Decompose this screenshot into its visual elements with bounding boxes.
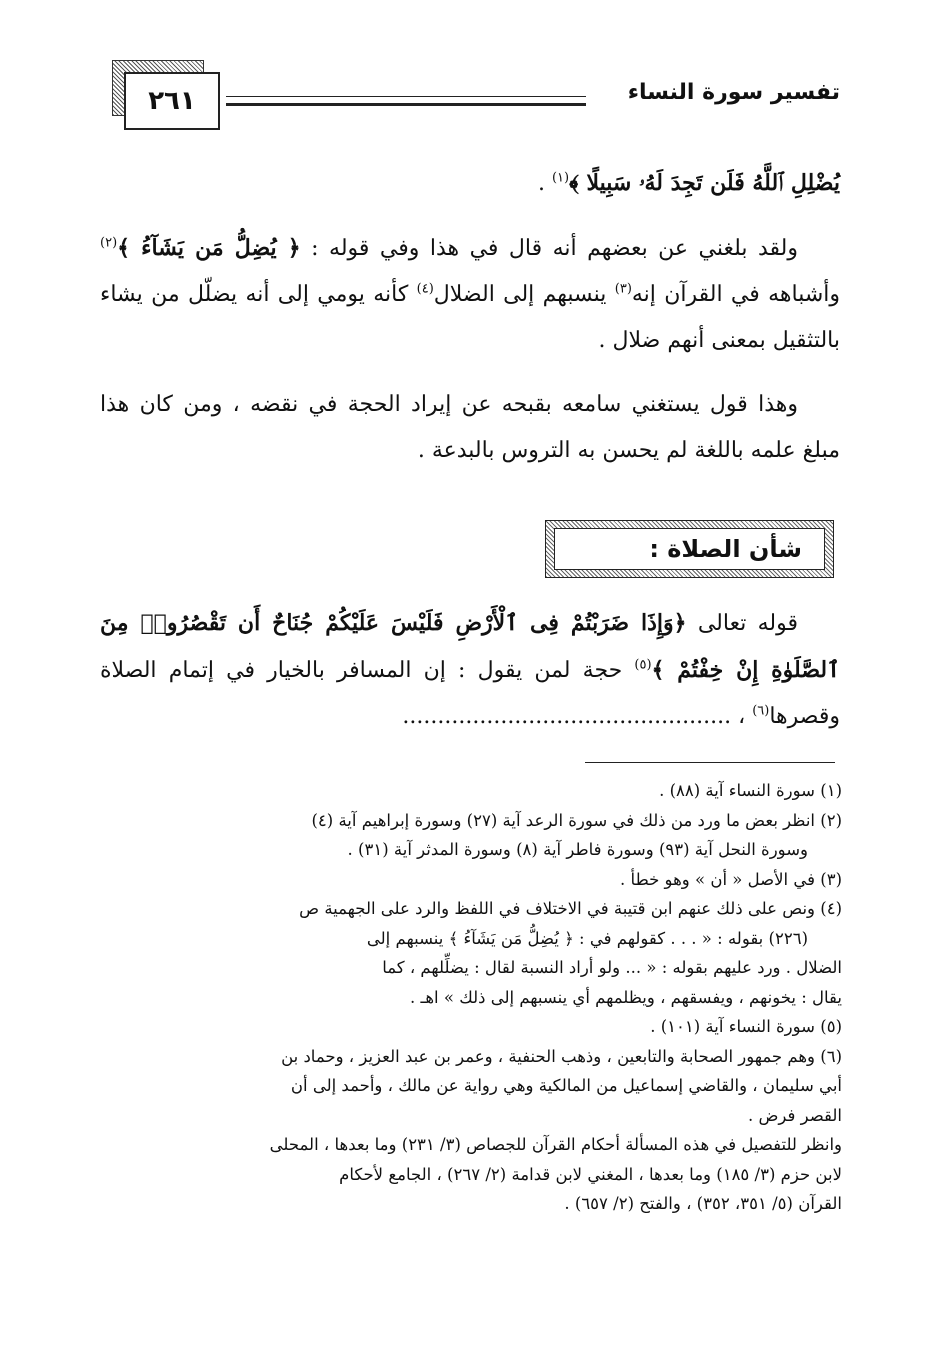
body-text-bottom: [100, 600, 840, 758]
section-heading: شأن الصلاة :: [554, 528, 825, 570]
footnote-ref: (٦): [752, 703, 770, 719]
footnote-ref: (٥): [634, 657, 652, 673]
footnote-ref: (٣): [614, 281, 632, 297]
text-run: ينسبهم إلى الضلال: [433, 282, 615, 307]
footnote-4-cont: (٢٢٦) بقوله : « . . . كقولهم في : ﴿ يُضِلُّ مَن يَشَآءُ ﴾ ينسبهم إلى: [366, 928, 808, 948]
text-run: .: [537, 171, 552, 196]
header-rule: [226, 96, 586, 106]
paragraph-3: [100, 600, 840, 740]
footnote-6-cont: القرآن (٥/ ٣٥١، ٣٥٢) ، والفتح (٢/ ٦٥٧) .: [564, 1194, 842, 1213]
footnote-4: (٤) ونص على ذلك عنهم ابن قتيبة في الاختلاف في اللفظ والرد على الجهمية ص: [299, 899, 842, 918]
footnote-2-cont: وسورة النحل آية (٩٣) وسورة فاطر آية (٨) وسورة المدثر آية (٣١) .: [347, 840, 808, 859]
footnote-ref: (٤): [416, 281, 434, 297]
quran-verse: ﴿وَإِذَا ضَرَبْتُمْ فِى ٱلْأَرْضِ فَلَيْسَ عَلَيْكُمْ جُنَاحٌ أَن تَقْصُرُوا۟ مِنَ ٱلصَّلَوٰةِ إِنْ خِفْتُمْ ﴾: [100, 610, 840, 683]
footnote-ref: (١): [551, 170, 570, 186]
text-run: ، ...............................................: [402, 704, 753, 729]
text-run: ولقد بلغني عن بعضهم أنه قال في هذا وفي قوله :: [300, 236, 799, 261]
page-number: ٢٦١: [124, 72, 220, 130]
footnote-6-cont: أبي سليمان ، والقاضي إسماعيل من المالكية وهي رواية عن مالك ، وأحمد إلى أن: [290, 1076, 842, 1095]
footnote-2: (٢) انظر بعض ما ورد من ذلك في سورة الرعد آية (٢٧) وسورة إبراهيم آية (٤): [311, 810, 842, 830]
quran-verse: يُضْلِلِ ٱللَّهُ فَلَن تَجِدَ لَهُۥ سَبِيلًا ﴾: [569, 170, 840, 196]
footnote-6-cont: القصر فرض .: [747, 1105, 842, 1125]
text-run: حجة لمن يقول : إن المسافر بالخيار في إتمام الصلاة وقصرها: [100, 658, 840, 729]
text-run: كأنه يومي إلى أنه يضلّل من يشاء بالتثقيل بمعنى أنهم ضلال .: [100, 282, 840, 353]
paragraph-2: [100, 382, 840, 474]
footnote-6-cont: لابن حزم (٣/ ١٨٥) وما بعدها ، المغني لابن قدامة (٢/ ٢٦٧) ، الجامع لأحكام: [339, 1164, 842, 1184]
text-run: وهذا قول يستغني سامعه بقبحه عن إيراد الحجة في نقضه ، ومن كان هذا مبلغ علمه باللغة لم يحسن به التروس بالبدعة .: [100, 392, 840, 463]
footnote-separator: [585, 762, 835, 763]
text-run: قوله تعالى: [686, 611, 798, 636]
footnote-ref: (٢): [100, 235, 118, 251]
footnote-6-cont: وانظر للتفصيل في هذه المسألة أحكام القرآن للجصاص (٣/ ٢٣١) وما بعدها ، المحلى: [269, 1135, 842, 1154]
footnote-6: (٦) وهم جمهور الصحابة والتابعين ، وذهب الحنفية ، وعمر بن عبد العزيز ، وحماد بن: [281, 1046, 842, 1066]
verse-continuation: [100, 160, 840, 207]
footnote-4-cont: الضلال . ورد عليهم بقوله : « ... ولو أراد النسبة لقال : يضلِّلهم ، كما: [382, 958, 842, 977]
section-heading-frame: [545, 520, 834, 578]
footnote-5: (٥) سورة النساء آية (١٠١) .: [650, 1017, 842, 1036]
text-run: وأشباهه في القرآن إنه: [631, 282, 841, 307]
page-header: [100, 60, 840, 130]
footnotes: [100, 776, 842, 1219]
quran-verse: ﴿ يُضِلُّ مَن يَشَآءُ ﴾: [117, 235, 301, 261]
footnote-3: (٣) في الأصل « أن » وهو خطأ .: [620, 869, 842, 889]
body-text-top: [100, 160, 840, 492]
footnote-4-cont: يقال : يخونهم ، ويفسقهم ، ويظلمهم أي ينسبهم إلى ذلك » اهـ .: [410, 987, 842, 1007]
footnote-1: (١) سورة النساء آية (٨٨) .: [659, 781, 842, 800]
paragraph-1: [100, 225, 840, 364]
running-title: تفسير سورة النساء: [627, 80, 840, 105]
